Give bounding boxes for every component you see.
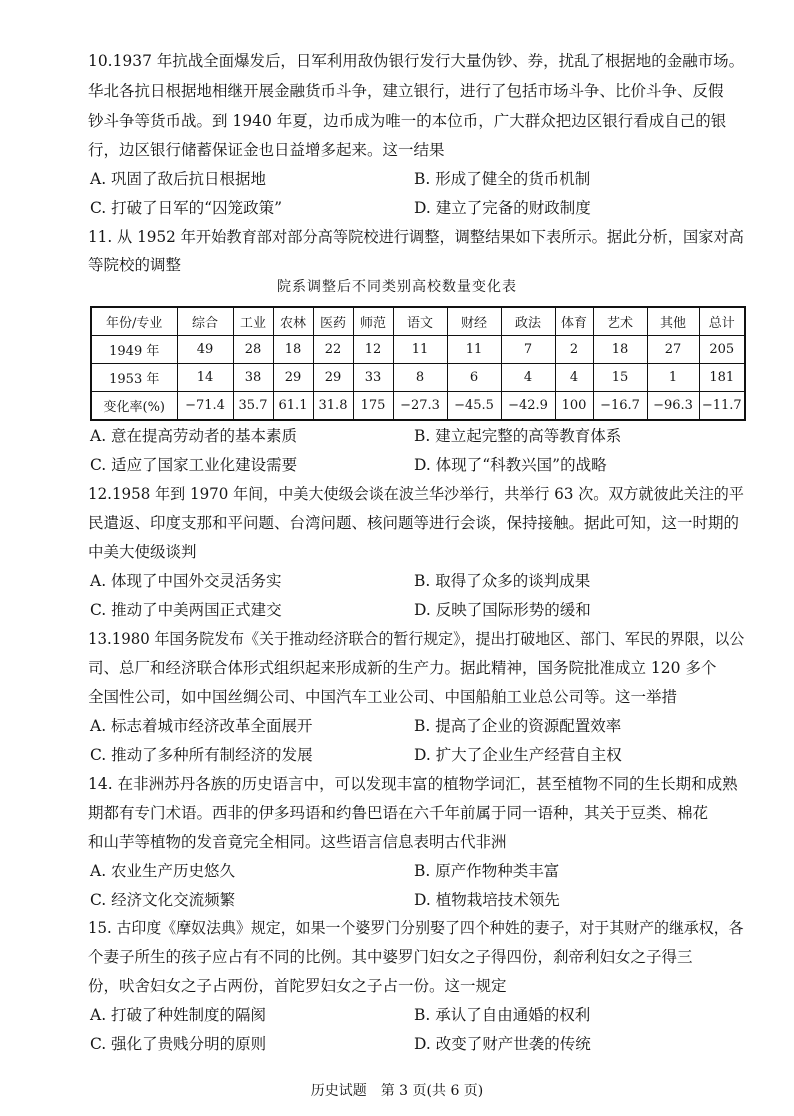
table-header-cell: 语文 bbox=[393, 307, 447, 336]
table-header-cell: 师范 bbox=[353, 307, 393, 336]
question-12-line-3: 中美大使级谈判 bbox=[88, 543, 197, 561]
table-header-cell: 总计 bbox=[699, 307, 745, 336]
question-13-line-2: 司、总厂和经济联合体形式组织起来形成新的生产力。据此精神，国务院批准成立 120 多个 bbox=[88, 659, 717, 677]
question-10-option-a: A. 巩固了敌后抗日根据地 bbox=[90, 170, 267, 188]
question-12-option-b: B. 取得了众多的谈判成果 bbox=[414, 572, 591, 590]
table-cell: 61.1 bbox=[273, 392, 313, 421]
question-10-option-d: D. 建立了完备的财政制度 bbox=[414, 199, 591, 217]
table-cell: 31.8 bbox=[313, 392, 353, 421]
question-14-option-a: A. 农业生产历史悠久 bbox=[90, 862, 236, 880]
table-cell: 变化率(%) bbox=[91, 392, 177, 421]
question-12-option-a: A. 体现了中国外交灵活务实 bbox=[90, 572, 282, 590]
question-12-option-c: C. 推动了中美两国正式建交 bbox=[90, 601, 282, 619]
table-cell: 33 bbox=[353, 364, 393, 392]
table-cell: 12 bbox=[353, 336, 393, 364]
question-13-option-b: B. 提高了企业的资源配置效率 bbox=[414, 717, 622, 735]
question-15-option-a: A. 打破了种姓制度的隔阂 bbox=[90, 1006, 267, 1024]
table-header-cell: 农林 bbox=[273, 307, 313, 336]
table-cell: 181 bbox=[699, 364, 745, 392]
table-cell: 27 bbox=[647, 336, 699, 364]
question-11-option-c: C. 适应了国家工业化建设需要 bbox=[90, 456, 298, 474]
page-footer: 历史试题 第 3 页(共 6 页) bbox=[310, 1083, 484, 1099]
table-cell: −96.3 bbox=[647, 392, 699, 421]
question-14-line-2: 期都有专门术语。西非的伊多玛语和约鲁巴语在六千年前属于同一语种，其关于豆类、棉花 bbox=[88, 804, 709, 822]
question-11-line-1: 11. 从 1952 年开始教育部对部分高等院校进行调整，调整结果如下表所示。据此分析，国家对高 bbox=[88, 228, 744, 246]
table-cell: 29 bbox=[313, 364, 353, 392]
table-header-cell: 体育 bbox=[555, 307, 593, 336]
question-15-line-3: 份，吠舍妇女之子占两份，首陀罗妇女之子占一份。这一规定 bbox=[88, 977, 507, 995]
table-cell: −16.7 bbox=[593, 392, 647, 421]
question-14-line-3: 和山芋等植物的发音竟完全相同。这些语言信息表明古代非洲 bbox=[88, 833, 507, 851]
table-cell: 14 bbox=[177, 364, 233, 392]
table-cell: 6 bbox=[447, 364, 501, 392]
question-12-line-2: 民遣返、印度支那和平问题、台湾问题、核问题等进行会谈，保持接触。据此可知，这一时期的 bbox=[88, 514, 740, 532]
table-row bbox=[91, 364, 745, 392]
question-13-option-a: A. 标志着城市经济改革全面展开 bbox=[90, 717, 313, 735]
question-10-line-1: 10.1937 年抗战全面爆发后，日军利用敌伪银行发行大量伪钞、券，扰乱了根据地的金融市场。 bbox=[88, 52, 745, 70]
table-cell: 35.7 bbox=[233, 392, 273, 421]
question-11-option-b: B. 建立起完整的高等教育体系 bbox=[414, 427, 622, 445]
question-14-option-c: C. 经济文化交流频繁 bbox=[90, 891, 236, 909]
table-header-cell: 财经 bbox=[447, 307, 501, 336]
question-15-line-1: 15. 古印度《摩奴法典》规定，如果一个婆罗门分别娶了四个种姓的妻子，对于其财产的继承权，各 bbox=[88, 919, 744, 937]
table-cell: −27.3 bbox=[393, 392, 447, 421]
table-cell: −45.5 bbox=[447, 392, 501, 421]
question-13-line-1: 13.1980 年国务院发布《关于推动经济联合的暂行规定》，提出打破地区、部门、军民的界限，以公 bbox=[88, 630, 745, 648]
table-cell: 28 bbox=[233, 336, 273, 364]
table-cell: 4 bbox=[501, 364, 555, 392]
question-10-line-3: 钞斗争等货币战。到 1940 年夏，边币成为唯一的本位币，广大群众把边区银行看成自己的银 bbox=[88, 112, 727, 130]
question-10-option-b: B. 形成了健全的货币机制 bbox=[414, 170, 591, 188]
university-change-table bbox=[90, 306, 746, 421]
question-10-option-c: C. 打破了日军的“囚笼政策” bbox=[90, 199, 283, 217]
table-cell: 1 bbox=[647, 364, 699, 392]
table-cell: −71.4 bbox=[177, 392, 233, 421]
question-15-option-b: B. 承认了自由通婚的权利 bbox=[414, 1006, 591, 1024]
table-header-cell: 工业 bbox=[233, 307, 273, 336]
question-10-line-2: 华北各抗日根据地相继开展金融货币斗争，建立银行，进行了包括市场斗争、比价斗争、反假 bbox=[88, 82, 724, 100]
question-14-line-1: 14. 在非洲苏丹各族的历史语言中，可以发现丰富的植物学词汇，甚至植物不同的生长期和成熟 bbox=[88, 775, 738, 793]
table-cell: 22 bbox=[313, 336, 353, 364]
question-11-line-2: 等院校的调整 bbox=[88, 256, 182, 274]
table-cell: 7 bbox=[501, 336, 555, 364]
table-cell: 4 bbox=[555, 364, 593, 392]
table-header-cell: 政法 bbox=[501, 307, 555, 336]
question-11-option-d: D. 体现了“科教兴国”的战略 bbox=[414, 456, 607, 474]
table-cell: 18 bbox=[273, 336, 313, 364]
table-cell: 15 bbox=[593, 364, 647, 392]
table-cell: 175 bbox=[353, 392, 393, 421]
table-cell: 29 bbox=[273, 364, 313, 392]
table-cell: 2 bbox=[555, 336, 593, 364]
question-15-option-c: C. 强化了贵贱分明的原则 bbox=[90, 1035, 267, 1053]
question-13-option-d: D. 扩大了企业生产经营自主权 bbox=[414, 746, 622, 764]
question-14-option-d: D. 植物栽培技术领先 bbox=[414, 891, 560, 909]
question-10-line-4: 行，边区银行储蓄保证金也日益增多起来。这一结果 bbox=[88, 141, 445, 159]
table-header-row bbox=[91, 307, 745, 336]
table-row bbox=[91, 336, 745, 364]
table-title: 院系调整后不同类别高校数量变化表 bbox=[277, 279, 517, 295]
table-header-cell: 艺术 bbox=[593, 307, 647, 336]
question-12-line-1: 12.1958 年到 1970 年间，中美大使级会谈在波兰华沙举行，共举行 63 次。双方就彼此关注的平 bbox=[88, 485, 744, 503]
table-cell: 18 bbox=[593, 336, 647, 364]
question-13-option-c: C. 推动了多种所有制经济的发展 bbox=[90, 746, 313, 764]
table-row bbox=[91, 392, 745, 421]
table-cell: 100 bbox=[555, 392, 593, 421]
table-header-cell: 其他 bbox=[647, 307, 699, 336]
table-cell: −42.9 bbox=[501, 392, 555, 421]
question-12-option-d: D. 反映了国际形势的缓和 bbox=[414, 601, 591, 619]
table-cell: −11.7 bbox=[699, 392, 745, 421]
question-13-line-3: 全国性公司，如中国丝绸公司、中国汽车工业公司、中国船舶工业总公司等。这一举措 bbox=[88, 688, 678, 706]
table-header-cell: 综合 bbox=[177, 307, 233, 336]
table-header-cell: 医药 bbox=[313, 307, 353, 336]
question-15-line-2: 个妻子所生的孩子应占有不同的比例。其中婆罗门妇女之子得四份，刹帝利妇女之子得三 bbox=[88, 948, 693, 966]
table-cell: 11 bbox=[393, 336, 447, 364]
table-cell: 205 bbox=[699, 336, 745, 364]
table-cell: 49 bbox=[177, 336, 233, 364]
question-15-option-d: D. 改变了财产世袭的传统 bbox=[414, 1035, 591, 1053]
table-cell: 11 bbox=[447, 336, 501, 364]
table-header-cell: 年份/专业 bbox=[91, 307, 177, 336]
table-cell: 1953 年 bbox=[91, 364, 177, 392]
table-cell: 1949 年 bbox=[91, 336, 177, 364]
table-cell: 8 bbox=[393, 364, 447, 392]
question-14-option-b: B. 原产作物种类丰富 bbox=[414, 862, 560, 880]
question-11-option-a: A. 意在提高劳动者的基本素质 bbox=[90, 427, 298, 445]
table-cell: 38 bbox=[233, 364, 273, 392]
